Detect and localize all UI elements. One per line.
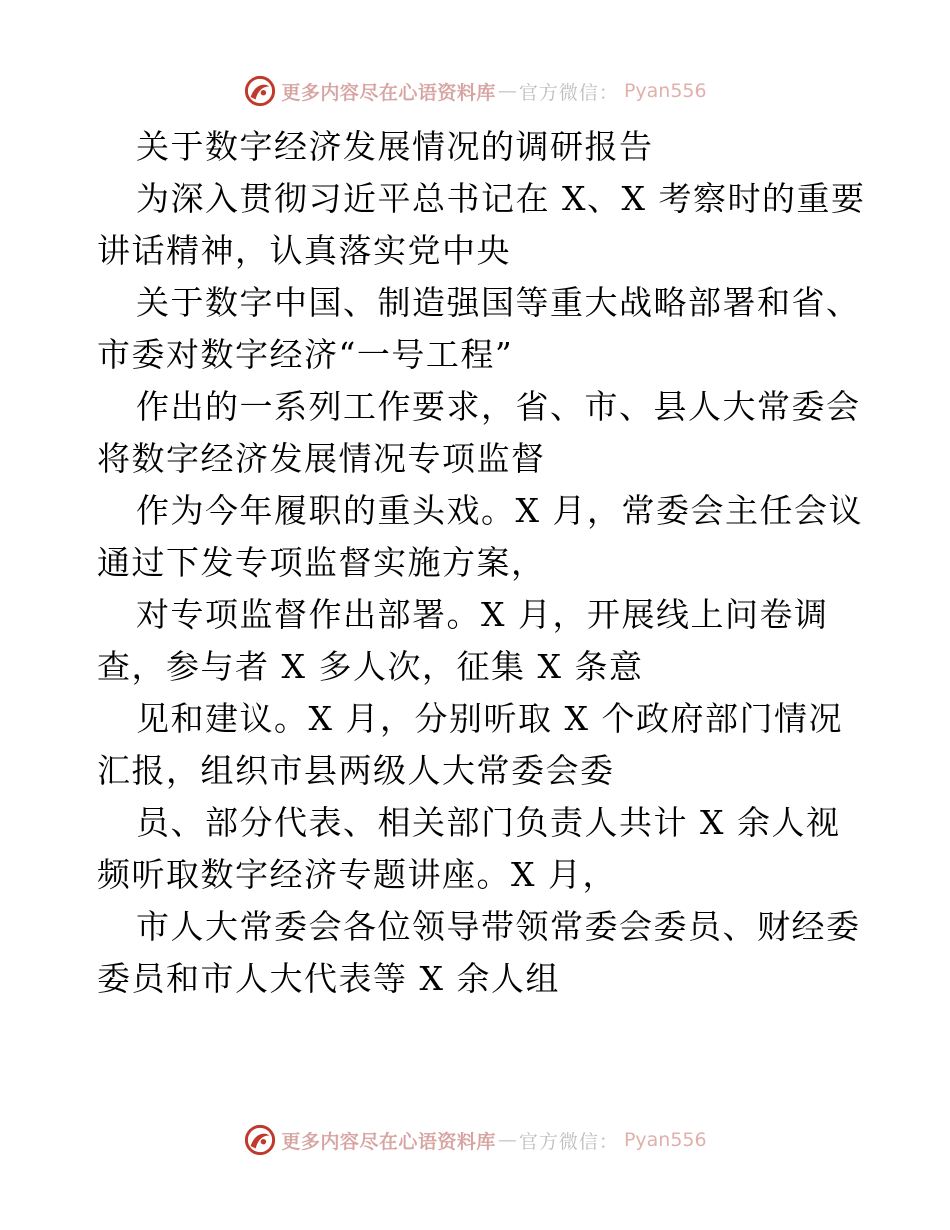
paragraph-line: 作出的一系列工作要求，省、市、县人大常委会 xyxy=(136,387,861,426)
paragraph-line: 委员和市人大代表等 X 余人组 xyxy=(97,959,560,998)
watermark-id: Pyan556 xyxy=(623,80,707,102)
footer-watermark xyxy=(0,1120,950,1160)
paragraph-line: 频听取数字经济专题讲座。X 月， xyxy=(97,855,617,894)
paragraph-line: 对专项监督作出部署。X 月，开展线上问卷调 xyxy=(136,595,829,634)
paragraph-line: 查，参与者 X 多人次，征集 X 条意 xyxy=(97,647,644,686)
paragraph-line: 市委对数字经济“一号工程” xyxy=(97,335,514,374)
paragraph-line: 员、部分代表、相关部门负责人共计 X 余人视 xyxy=(136,803,841,842)
paragraph-line: 作为今年履职的重头戏。X 月，常委会主任会议 xyxy=(136,491,863,530)
swirl-seal-logo-icon xyxy=(243,1123,277,1157)
header-watermark xyxy=(0,71,950,111)
watermark-title: 更多内容尽在心语资料库 xyxy=(281,81,496,104)
watermark-colon: ： xyxy=(598,81,618,104)
paragraph-line: 市人大常委会各位领导带领常委会委员、财经委 xyxy=(136,907,861,946)
watermark-subtitle: 官方微信 xyxy=(518,1130,599,1153)
swirl-seal-logo-icon xyxy=(243,74,277,108)
watermark-title: 更多内容尽在心语资料库 xyxy=(281,1130,496,1153)
paragraph-line: 汇报，组织市县两级人大常委会委 xyxy=(97,751,615,790)
watermark-dash: — xyxy=(497,80,517,102)
watermark-dash: — xyxy=(497,1129,517,1151)
document-body xyxy=(97,124,866,1008)
paragraph-line: 为深入贯彻习近平总书记在 X、X 考察时的重要 xyxy=(136,179,866,218)
paragraph-line: 关于数字中国、制造强国等重大战略部署和省、 xyxy=(136,283,861,322)
document-title: 关于数字经济发展情况的调研报告 xyxy=(136,127,654,166)
paragraph-line: 将数字经济发展情况专项监督 xyxy=(97,439,546,478)
watermark-colon: ： xyxy=(598,1130,618,1153)
paragraph-line: 见和建议。X 月，分别听取 X 个政府部门情况 xyxy=(136,699,843,738)
paragraph-line: 讲话精神，认真落实党中央 xyxy=(97,231,511,270)
watermark-subtitle: 官方微信 xyxy=(518,81,599,104)
paragraph-line: 通过下发专项监督实施方案， xyxy=(97,543,546,582)
watermark-id: Pyan556 xyxy=(623,1129,707,1151)
